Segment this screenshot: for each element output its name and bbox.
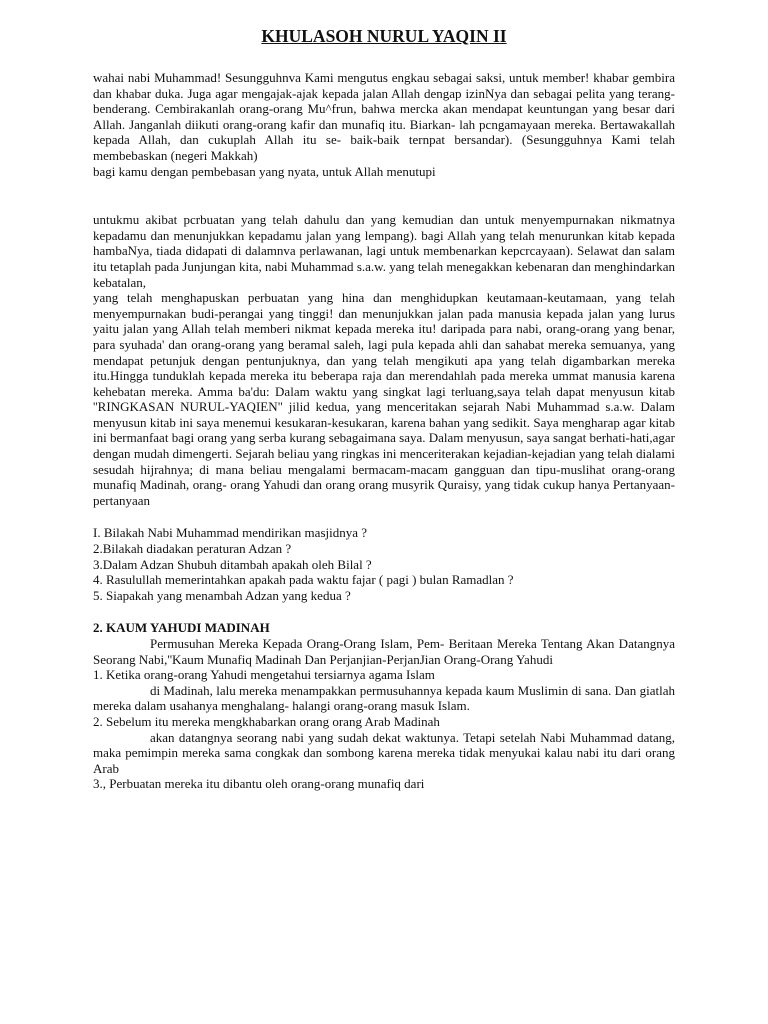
question-list: [93, 525, 675, 603]
item-2-body: akan datangnya seorang nabi yang sudah dekat waktunya. Tetapi setelah Nabi Muhammad datang, maka pemimpin mereka sama congkak dan sombong karena mereka tidak menyukai kalau nabi itu dari orang Arab: [93, 729, 675, 776]
document-title: KHULASOH NURUL YAQIN II: [261, 26, 507, 46]
item-1-body: di Madinah, lalu mereka menampakkan permusuhannya kepada kaum Muslimin di sana. Dan giatlah mereka dalam usahanya menghalang- halangi orang-orang masuk Islam.: [93, 682, 675, 714]
paragraph-opening: wahai nabi Muhammad! Sesungguhnva Kami mengutus engkau sebagai saksi, untuk member! khabar gembira dan khabar duka. Juga agar mengajak-ajak kepada jalan Allah dengap izinNya dan sebagai pelita yang terang-benderang. Cembirakanlah orang-orang Mu^frun, bahwa mercka akan mendapat keuntungan yang besar dari Allah. Janganlah diikuti orang-orang kafir dan munafiq itu. Biarkan- lah pcngamayaan mereka. Bertawakallah kepada Allah, dan cukuplah Allah itu se- baik-baik ternpat bersandar). (Sesungguhnya Kami telah membebaskan (negeri Makkah): [93, 70, 675, 163]
spacer: [93, 603, 675, 620]
paragraph-opening-tail: bagi kamu dengan pembebasan yang nyata, untuk Allah menutupi: [93, 163, 436, 179]
item-2-heading: 2. Sebelum itu mereka mengkhabarkan orang orang Arab Madinah: [93, 713, 440, 729]
paragraph-main: yang telah menghapuskan perbuatan yang hina dan menghidupkan keutamaan-keutamaan, yang telah menyempurnakan budi-perangai yang tinggi! dan menunjukkan jalan pada manusia kepada jalan yang lurus yaitu jalan yang Allah telah memberi nikmat kepada mereka itu! daripada para nabi, orang-orang yang benar, para syuhada' dan orang-orang yang beramal saleh, lagi pula kepada ahli dan sahabat mereka semuanya, yang mendapat petunjuk dengan pentunjuknya, dan yang telah mengikuti apa yang telah digambarkan mereka itu.Hingga tunduklah kepada mereka itu beberapa raja dan merendahlah pada mereka ummat manusia karena kehebatan mereka. Amma ba'du: Dalam waktu yang singkat lagi terluang,saya telah dapat menyusun kitab ''RINGKASAN NURUL-YAQIEN" jilid kedua, yang menceritakan sejarah Nabi Muhammad s.a.w. Dalam menyusun kitab ini saya menemui kesukaran-kesukaran, karena bahan yang sedikit. Saya mengharap agar kitab ini bermanfaat bagi orang yang serba kurang sebagaimana saya. Dalam menyusun, saya sangat berhati-hati,agar dengan mudah dimengerti. Sejarah beliau yang ringkas ini menceriterakan kejadian-kejadian yang telah dialami sesudah hijrahnya; di mana beliau mengalami bermacam-macam gangguan dan tipu-muslihat orang-orang munafiq Madinah, orang- orang Yahudi dan orang orang musyrik Quraisy, yang tidak cukup hanya Pertanyaan-pertanyaan: [93, 290, 675, 508]
question-item: 4. Rasulullah memerintahkan apakah pada waktu fajar ( pagi ) bulan Ramadlan ?: [93, 572, 514, 588]
question-item: 2.Bilakah diadakan peraturan Adzan ?: [93, 541, 292, 557]
section-heading: 2. KAUM YAHUDI MADINAH: [93, 620, 270, 636]
paragraph-preface: untukmu akibat pcrbuatan yang telah dahulu dan yang kemudian dan untuk menyempurnakan nikmatnya kepadamu dan menunjukkan kepadamu jalan yang lempang). bagi Allah yang telah menurunkan kitab kepada hambaNya, tiada didapati di dalamnva perlawanan, lagi untuk membenarkan kepcrcayaan). Selawat dan salam itu tetaplah pada Junjungan kita, nabi Muhammad s.a.w. yang telah menegakkan kebenaran dan menghindarkan kebatalan,: [93, 212, 675, 290]
spacer: [93, 508, 675, 525]
document-page: [93, 26, 675, 792]
section-intro: Permusuhan Mereka Kepada Orang-Orang Islam, Pem- Beritaan Mereka Tentang Akan Datangnya Seorang Nabi,''Kaum Munafiq Madinah Dan Perjanjian-PerjanJian Orang-Orang Yahudi: [93, 636, 675, 667]
item-3-heading: 3., Perbuatan mereka itu dibantu oleh orang-orang munafiq dari: [93, 776, 425, 792]
question-item: 5. Siapakah yang menambah Adzan yang kedua ?: [93, 587, 351, 603]
spacer: [93, 179, 675, 212]
item-1-heading: 1. Ketika orang-orang Yahudi mengetahui tersiarnya agama Islam: [93, 667, 435, 683]
question-item: I. Bilakah Nabi Muhammad mendirikan masjidnya ?: [93, 525, 368, 541]
question-item: 3.Dalam Adzan Shubuh ditambah apakah oleh Bilal ?: [93, 556, 372, 572]
